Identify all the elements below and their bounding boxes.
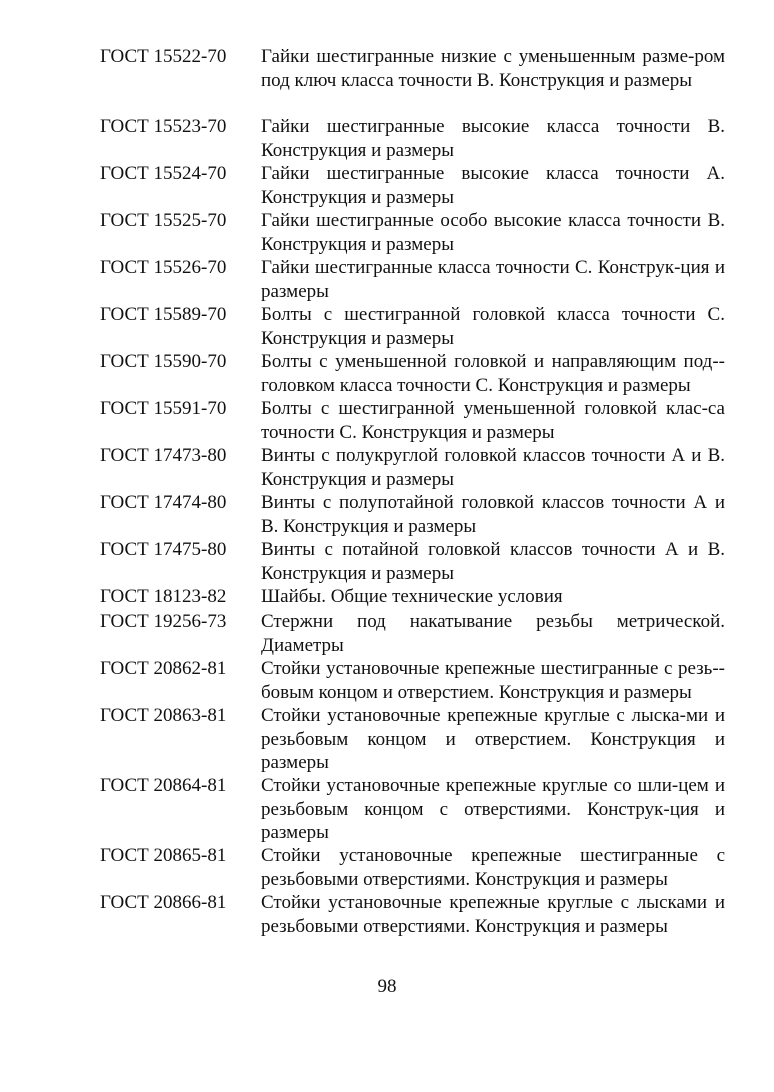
list-item (100, 657, 725, 704)
standard-code: ГОСТ 18123-82 (100, 586, 227, 607)
standard-code: ГОСТ 15525-70 (100, 210, 227, 231)
standard-code: ГОСТ 20865-81 (100, 845, 227, 866)
standard-title: Стойки установочные крепежные круглые с лысками и резьбовыми отверстиями. Конструкция и размеры (261, 892, 725, 937)
standard-title: Гайки шестигранные высокие класса точности А. Конструкция и размеры (261, 163, 725, 208)
standard-code: ГОСТ 17475-80 (100, 539, 227, 560)
list-item (100, 844, 725, 891)
standard-title: Шайбы. Общие технические условия (261, 586, 563, 607)
list-item (100, 444, 725, 491)
list-item (100, 397, 725, 444)
list-item (100, 610, 725, 657)
standard-title: Винты с полупотайной головкой классов точности А и В. Конструкция и размеры (261, 492, 725, 537)
standard-code: ГОСТ 15523-70 (100, 116, 227, 137)
list-item (100, 538, 725, 585)
list-item (100, 256, 725, 303)
standard-title: Стойки установочные крепежные шестигранные с резь-бовым концом и отверстием. Конструкция и размеры (261, 658, 725, 703)
standard-title: Гайки шестигранные низкие с уменьшенным разме-ром под ключ класса точности В. Конструкция и размеры (261, 46, 725, 91)
list-item (100, 704, 725, 774)
standard-code: ГОСТ 15591-70 (100, 398, 227, 419)
standard-title: Болты с шестигранной головкой класса точности С. Конструкция и размеры (261, 304, 725, 349)
standard-title: Гайки шестигранные класса точности С. Конструк-ция и размеры (261, 257, 725, 302)
standard-title: Винты с полукруглой головкой классов точности А и В. Конструкция и размеры (261, 445, 725, 490)
standard-code: ГОСТ 15524-70 (100, 163, 227, 184)
list-item (100, 774, 725, 844)
standard-title: Болты с шестигранной уменьшенной головкой клас-са точности С. Конструкция и размеры (261, 398, 725, 443)
standard-title: Стержни под накатывание резьбы метрической. Диаметры (261, 611, 725, 656)
standard-code: ГОСТ 20864-81 (100, 775, 227, 796)
standard-code: ГОСТ 15589-70 (100, 304, 227, 325)
standard-title: Гайки шестигранные особо высокие класса точности В. Конструкция и размеры (261, 210, 725, 255)
standard-title: Стойки установочные крепежные шестигранные с резьбовыми отверстиями. Конструкция и размеры (261, 845, 725, 890)
list-item (100, 891, 725, 938)
list-item (100, 115, 725, 162)
list-item (100, 45, 725, 115)
page-number: 98 (377, 976, 397, 997)
standard-code: ГОСТ 15590-70 (100, 351, 227, 372)
standard-title: Винты с потайной головкой классов точности А и В. Конструкция и размеры (261, 539, 725, 584)
list-item (100, 303, 725, 350)
standard-title: Болты с уменьшенной головкой и направляющим под-головком класса точности С. Конструкция и размеры (261, 351, 725, 396)
standard-code: ГОСТ 20863-81 (100, 705, 227, 726)
standard-title: Стойки установочные крепежные круглые с лыска-ми и резьбовым концом и отверстием. Конструкция и размеры (261, 705, 725, 773)
standard-code: ГОСТ 20862-81 (100, 658, 227, 679)
standard-code: ГОСТ 19256-73 (100, 611, 227, 632)
list-item (100, 491, 725, 538)
list-item (100, 350, 725, 397)
standard-title: Стойки установочные крепежные круглые со шли-цем и резьбовым концом с отверстиями. Конструк-ция и размеры (261, 775, 725, 843)
standard-code: ГОСТ 17474-80 (100, 492, 227, 513)
list-item (100, 162, 725, 209)
list-item (100, 585, 725, 610)
list-item (100, 209, 725, 256)
standards-list (100, 45, 725, 938)
standard-code: ГОСТ 15522-70 (100, 46, 227, 67)
standard-code: ГОСТ 20866-81 (100, 892, 227, 913)
standard-code: ГОСТ 17473-80 (100, 445, 227, 466)
standard-title: Гайки шестигранные высокие класса точности В. Конструкция и размеры (261, 116, 725, 161)
standard-code: ГОСТ 15526-70 (100, 257, 227, 278)
